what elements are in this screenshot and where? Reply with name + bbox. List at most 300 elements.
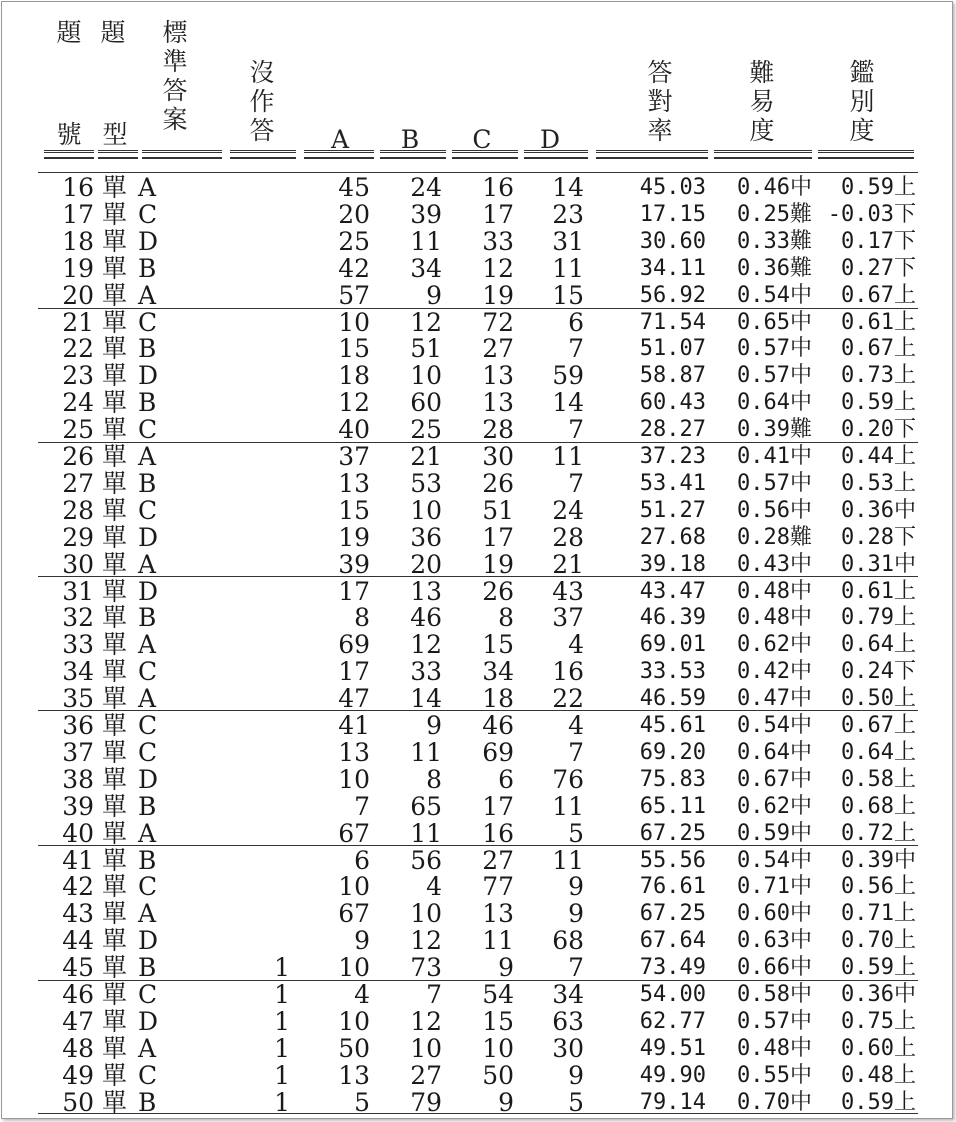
cell-ans: D bbox=[138, 361, 159, 391]
cell-b: 11 bbox=[410, 737, 442, 767]
table-row bbox=[0, 309, 956, 336]
cell-disc: 0.67上 bbox=[841, 336, 916, 362]
cell-b: 53 bbox=[410, 468, 442, 498]
cell-no: 49 bbox=[62, 1060, 94, 1090]
header-no-answer: 沒 作 答 bbox=[249, 58, 275, 145]
cell-diff: 0.54中 bbox=[737, 282, 812, 308]
cell-c: 13 bbox=[482, 899, 514, 929]
cell-blank bbox=[250, 174, 290, 201]
cell-no: 50 bbox=[62, 1087, 94, 1117]
cell-d: 16 bbox=[552, 657, 584, 687]
cell-d: 4 bbox=[568, 711, 584, 740]
cell-disc: 0.72上 bbox=[841, 820, 916, 846]
cell-disc: 0.73上 bbox=[841, 363, 916, 389]
cell-ans: B bbox=[138, 603, 157, 633]
cell-diff: 0.66中 bbox=[737, 955, 812, 981]
cell-c: 6 bbox=[498, 764, 514, 794]
cell-ans: D bbox=[138, 764, 159, 794]
cell-diff: 0.62中 bbox=[737, 793, 812, 819]
cell-diff: 0.41中 bbox=[737, 444, 812, 469]
cell-disc: 0.59上 bbox=[841, 390, 916, 416]
cell-diff: 0.46中 bbox=[737, 175, 812, 200]
cell-no: 32 bbox=[62, 603, 94, 633]
cell-no: 31 bbox=[62, 576, 94, 606]
cell-diff: 0.55中 bbox=[737, 1062, 812, 1088]
cell-no: 45 bbox=[62, 953, 94, 983]
cell-blank: 1 bbox=[274, 1060, 290, 1090]
cell-d: 37 bbox=[552, 603, 584, 633]
cell-ans: B bbox=[138, 845, 157, 875]
cell-rate: 27.68 bbox=[639, 524, 706, 550]
cell-rate: 69.20 bbox=[639, 739, 706, 765]
cell-ans: B bbox=[138, 1087, 157, 1117]
cell-a: 37 bbox=[338, 442, 370, 471]
cell-type: 單 bbox=[102, 1006, 128, 1036]
cell-a: 10 bbox=[338, 872, 370, 902]
cell-ans: D bbox=[138, 576, 159, 606]
cell-a: 7 bbox=[354, 791, 370, 821]
cell-d: 5 bbox=[568, 818, 584, 848]
cell-diff: 0.25難 bbox=[737, 201, 812, 227]
cell-no: 47 bbox=[62, 1006, 94, 1036]
cell-blank bbox=[250, 766, 290, 793]
cell-disc: 0.59上 bbox=[841, 955, 916, 981]
cell-diff: 0.54中 bbox=[737, 847, 812, 873]
cell-a: 10 bbox=[338, 953, 370, 983]
cell-blank: 1 bbox=[274, 953, 290, 983]
cell-ans: A bbox=[138, 173, 157, 202]
cell-diff: 0.67中 bbox=[737, 766, 812, 792]
header-rule-type bbox=[98, 150, 138, 159]
table-row bbox=[0, 282, 956, 309]
cell-ans: A bbox=[138, 818, 157, 848]
cell-a: 13 bbox=[338, 737, 370, 767]
cell-rate: 51.27 bbox=[639, 497, 706, 523]
cell-b: 25 bbox=[410, 415, 442, 445]
cell-ans: B bbox=[138, 253, 157, 283]
cell-blank: 1 bbox=[274, 980, 290, 1009]
cell-diff: 0.57中 bbox=[737, 1008, 812, 1034]
cell-blank bbox=[250, 820, 290, 847]
cell-ans: B bbox=[138, 334, 157, 364]
cell-rate: 67.25 bbox=[639, 901, 706, 927]
cell-rate: 37.23 bbox=[639, 444, 706, 469]
cell-c: 17 bbox=[482, 791, 514, 821]
cell-ans: A bbox=[138, 549, 157, 579]
cell-b: 12 bbox=[410, 630, 442, 660]
cell-diff: 0.70中 bbox=[737, 1089, 812, 1115]
header-question-number-bottom: 號 bbox=[56, 120, 82, 149]
cell-d: 28 bbox=[552, 522, 584, 552]
cell-b: 8 bbox=[426, 764, 442, 794]
cell-type: 單 bbox=[102, 737, 128, 767]
cell-d: 7 bbox=[568, 737, 584, 767]
cell-disc: 0.39中 bbox=[841, 847, 916, 873]
table-row bbox=[0, 847, 956, 874]
cell-type: 單 bbox=[102, 549, 128, 579]
cell-b: 27 bbox=[410, 1060, 442, 1090]
cell-ans: A bbox=[138, 630, 157, 660]
cell-rate: 62.77 bbox=[639, 1008, 706, 1034]
cell-b: 10 bbox=[410, 899, 442, 929]
cell-d: 9 bbox=[568, 1060, 584, 1090]
cell-a: 40 bbox=[338, 415, 370, 445]
cell-ans: B bbox=[138, 953, 157, 983]
cell-ans: A bbox=[138, 1033, 157, 1063]
cell-ans: B bbox=[138, 791, 157, 821]
cell-c: 50 bbox=[482, 1060, 514, 1090]
cell-a: 9 bbox=[354, 926, 370, 956]
table-row bbox=[0, 712, 956, 739]
cell-d: 7 bbox=[568, 953, 584, 983]
cell-no: 48 bbox=[62, 1033, 94, 1063]
header-difficulty: 難 易 度 bbox=[749, 58, 775, 145]
cell-type: 單 bbox=[102, 953, 128, 983]
table-row bbox=[0, 362, 956, 389]
cell-rate: 54.00 bbox=[639, 982, 706, 1007]
cell-ans: B bbox=[138, 388, 157, 418]
cell-a: 17 bbox=[338, 576, 370, 606]
cell-blank bbox=[250, 847, 290, 874]
cell-c: 27 bbox=[482, 334, 514, 364]
cell-rate: 28.27 bbox=[639, 417, 706, 443]
cell-b: 11 bbox=[410, 226, 442, 256]
cell-c: 12 bbox=[482, 253, 514, 283]
cell-diff: 0.48中 bbox=[737, 605, 812, 631]
cell-ans: C bbox=[138, 1060, 158, 1090]
cell-blank bbox=[250, 309, 290, 336]
cell-ans: A bbox=[138, 684, 157, 714]
cell-rate: 76.61 bbox=[639, 874, 706, 900]
cell-a: 10 bbox=[338, 307, 370, 337]
cell-b: 10 bbox=[410, 361, 442, 391]
cell-type: 單 bbox=[102, 791, 128, 821]
cell-diff: 0.48中 bbox=[737, 1035, 812, 1061]
cell-c: 18 bbox=[482, 684, 514, 714]
cell-disc: 0.75上 bbox=[841, 1008, 916, 1034]
cell-disc: 0.68上 bbox=[841, 793, 916, 819]
cell-no: 26 bbox=[62, 442, 94, 471]
cell-d: 43 bbox=[552, 576, 584, 606]
cell-c: 19 bbox=[482, 549, 514, 579]
cell-c: 27 bbox=[482, 845, 514, 875]
cell-rate: 55.56 bbox=[639, 847, 706, 873]
cell-ans: D bbox=[138, 926, 159, 956]
cell-blank bbox=[250, 335, 290, 362]
cell-disc: -0.03下 bbox=[827, 201, 916, 227]
cell-a: 10 bbox=[338, 764, 370, 794]
table-row bbox=[0, 658, 956, 685]
cell-ans: C bbox=[138, 199, 158, 229]
cell-disc: 0.64上 bbox=[841, 632, 916, 658]
cell-diff: 0.58中 bbox=[737, 982, 812, 1007]
cell-d: 24 bbox=[552, 495, 584, 525]
cell-no: 46 bbox=[62, 980, 94, 1009]
cell-rate: 67.25 bbox=[639, 820, 706, 846]
cell-type: 單 bbox=[102, 442, 128, 471]
cell-disc: 0.70上 bbox=[841, 928, 916, 954]
cell-d: 11 bbox=[552, 845, 584, 875]
cell-c: 33 bbox=[482, 226, 514, 256]
header-option-a: A bbox=[330, 125, 350, 154]
cell-blank bbox=[250, 228, 290, 255]
cell-disc: 0.58上 bbox=[841, 766, 916, 792]
cell-d: 11 bbox=[552, 442, 584, 471]
table-row bbox=[0, 201, 956, 228]
cell-ans: A bbox=[138, 442, 157, 471]
table-row bbox=[0, 470, 956, 497]
cell-blank bbox=[250, 578, 290, 605]
cell-blank bbox=[250, 416, 290, 443]
cell-disc: 0.61上 bbox=[841, 578, 916, 604]
header-rule-b bbox=[380, 150, 446, 159]
header-correct-rate: 答 對 率 bbox=[647, 58, 673, 145]
cell-disc: 0.17下 bbox=[841, 228, 916, 254]
cell-a: 20 bbox=[338, 199, 370, 229]
cell-diff: 0.64中 bbox=[737, 390, 812, 416]
cell-disc: 0.27下 bbox=[841, 255, 916, 281]
cell-rate: 39.18 bbox=[639, 551, 706, 577]
cell-ans: A bbox=[138, 899, 157, 929]
cell-d: 31 bbox=[552, 226, 584, 256]
cell-blank bbox=[250, 443, 290, 470]
cell-c: 26 bbox=[482, 468, 514, 498]
cell-diff: 0.63中 bbox=[737, 928, 812, 954]
cell-type: 單 bbox=[102, 764, 128, 794]
cell-disc: 0.59上 bbox=[841, 175, 916, 200]
cell-disc: 0.79上 bbox=[841, 605, 916, 631]
cell-no: 24 bbox=[62, 388, 94, 418]
cell-type: 單 bbox=[102, 415, 128, 445]
cell-c: 28 bbox=[482, 415, 514, 445]
cell-a: 12 bbox=[338, 388, 370, 418]
table-row bbox=[0, 900, 956, 927]
cell-blank bbox=[250, 255, 290, 282]
cell-no: 37 bbox=[62, 737, 94, 767]
cell-blank bbox=[250, 739, 290, 766]
cell-d: 9 bbox=[568, 872, 584, 902]
cell-d: 34 bbox=[552, 980, 584, 1009]
cell-blank bbox=[250, 873, 290, 900]
table-row bbox=[0, 954, 956, 981]
cell-type: 單 bbox=[102, 926, 128, 956]
header-question-type: 題 bbox=[100, 18, 126, 47]
cell-type: 單 bbox=[102, 280, 128, 310]
cell-no: 17 bbox=[62, 199, 94, 229]
cell-a: 5 bbox=[354, 1087, 370, 1117]
cell-a: 18 bbox=[338, 361, 370, 391]
cell-type: 單 bbox=[102, 334, 128, 364]
cell-diff: 0.64中 bbox=[737, 739, 812, 765]
table-row bbox=[0, 497, 956, 524]
cell-a: 42 bbox=[338, 253, 370, 283]
header-rule-blank bbox=[230, 150, 296, 159]
table-row bbox=[0, 389, 956, 416]
cell-d: 59 bbox=[552, 361, 584, 391]
header-rule-diff bbox=[714, 150, 812, 159]
cell-c: 51 bbox=[482, 495, 514, 525]
header-rule-answer bbox=[142, 150, 222, 159]
cell-b: 20 bbox=[410, 549, 442, 579]
cell-disc: 0.36中 bbox=[841, 982, 916, 1007]
cell-blank bbox=[250, 470, 290, 497]
cell-rate: 67.64 bbox=[639, 928, 706, 954]
header-option-d: D bbox=[539, 125, 561, 154]
table-row bbox=[0, 255, 956, 282]
table-row bbox=[0, 1062, 956, 1089]
cell-rate: 69.01 bbox=[639, 632, 706, 658]
cell-disc: 0.59上 bbox=[841, 1089, 916, 1115]
cell-b: 33 bbox=[410, 657, 442, 687]
cell-diff: 0.42中 bbox=[737, 659, 812, 685]
cell-c: 16 bbox=[482, 818, 514, 848]
cell-rate: 45.61 bbox=[639, 713, 706, 738]
cell-c: 10 bbox=[482, 1033, 514, 1063]
cell-c: 77 bbox=[482, 872, 514, 902]
cell-c: 34 bbox=[482, 657, 514, 687]
group-divider bbox=[38, 172, 918, 173]
cell-rate: 56.92 bbox=[639, 282, 706, 308]
cell-d: 68 bbox=[552, 926, 584, 956]
cell-b: 10 bbox=[410, 495, 442, 525]
cell-type: 單 bbox=[102, 522, 128, 552]
cell-blank bbox=[250, 201, 290, 228]
cell-ans: C bbox=[138, 872, 158, 902]
cell-type: 單 bbox=[102, 684, 128, 714]
table-row bbox=[0, 578, 956, 605]
cell-ans: C bbox=[138, 980, 158, 1009]
cell-a: 15 bbox=[338, 495, 370, 525]
cell-no: 22 bbox=[62, 334, 94, 364]
cell-rate: 73.49 bbox=[639, 955, 706, 981]
cell-c: 15 bbox=[482, 630, 514, 660]
cell-no: 41 bbox=[62, 845, 94, 875]
cell-blank bbox=[250, 362, 290, 389]
cell-a: 6 bbox=[354, 845, 370, 875]
cell-type: 單 bbox=[102, 253, 128, 283]
cell-d: 4 bbox=[568, 630, 584, 660]
cell-c: 13 bbox=[482, 388, 514, 418]
cell-a: 41 bbox=[338, 711, 370, 740]
cell-type: 單 bbox=[102, 1060, 128, 1090]
cell-diff: 0.62中 bbox=[737, 632, 812, 658]
cell-ans: C bbox=[138, 711, 158, 740]
cell-rate: 51.07 bbox=[639, 336, 706, 362]
cell-type: 單 bbox=[102, 630, 128, 660]
header-rule-rate bbox=[596, 150, 708, 159]
cell-rate: 79.14 bbox=[639, 1089, 706, 1115]
cell-b: 34 bbox=[410, 253, 442, 283]
cell-c: 72 bbox=[482, 307, 514, 337]
cell-type: 單 bbox=[102, 872, 128, 902]
cell-disc: 0.44上 bbox=[841, 444, 916, 469]
cell-no: 33 bbox=[62, 630, 94, 660]
cell-ans: C bbox=[138, 737, 158, 767]
table-row bbox=[0, 228, 956, 255]
cell-b: 14 bbox=[410, 684, 442, 714]
cell-c: 19 bbox=[482, 280, 514, 310]
cell-rate: 53.41 bbox=[639, 470, 706, 496]
cell-d: 9 bbox=[568, 899, 584, 929]
cell-ans: D bbox=[138, 522, 159, 552]
cell-b: 9 bbox=[426, 280, 442, 310]
cell-blank: 1 bbox=[274, 1033, 290, 1063]
cell-rate: 60.43 bbox=[639, 390, 706, 416]
cell-type: 單 bbox=[102, 818, 128, 848]
cell-type: 單 bbox=[102, 388, 128, 418]
header-option-b: B bbox=[400, 125, 420, 154]
cell-a: 39 bbox=[338, 549, 370, 579]
cell-blank bbox=[250, 631, 290, 658]
cell-rate: 46.39 bbox=[639, 605, 706, 631]
cell-diff: 0.48中 bbox=[737, 578, 812, 604]
cell-type: 單 bbox=[102, 899, 128, 929]
cell-diff: 0.39難 bbox=[737, 417, 812, 443]
cell-blank bbox=[250, 793, 290, 820]
cell-a: 15 bbox=[338, 334, 370, 364]
cell-d: 21 bbox=[552, 549, 584, 579]
cell-type: 單 bbox=[102, 1087, 128, 1117]
cell-a: 47 bbox=[338, 684, 370, 714]
cell-diff: 0.71中 bbox=[737, 874, 812, 900]
cell-b: 11 bbox=[410, 818, 442, 848]
header-rule-a bbox=[304, 150, 374, 159]
cell-blank bbox=[250, 685, 290, 712]
cell-rate: 58.87 bbox=[639, 363, 706, 389]
cell-c: 46 bbox=[482, 711, 514, 740]
cell-b: 12 bbox=[410, 1006, 442, 1036]
header-option-c: C bbox=[472, 125, 492, 154]
cell-diff: 0.54中 bbox=[737, 713, 812, 738]
cell-type: 單 bbox=[102, 361, 128, 391]
cell-type: 單 bbox=[102, 495, 128, 525]
cell-no: 25 bbox=[62, 415, 94, 445]
cell-diff: 0.28難 bbox=[737, 524, 812, 550]
cell-no: 40 bbox=[62, 818, 94, 848]
cell-blank bbox=[250, 282, 290, 309]
cell-ans: B bbox=[138, 468, 157, 498]
table-row bbox=[0, 685, 956, 712]
cell-diff: 0.57中 bbox=[737, 363, 812, 389]
table-row bbox=[0, 873, 956, 900]
cell-d: 14 bbox=[552, 388, 584, 418]
table-row bbox=[0, 793, 956, 820]
cell-a: 25 bbox=[338, 226, 370, 256]
cell-d: 7 bbox=[568, 334, 584, 364]
header-rule-disc bbox=[818, 150, 914, 159]
cell-b: 39 bbox=[410, 199, 442, 229]
cell-a: 13 bbox=[338, 468, 370, 498]
cell-no: 27 bbox=[62, 468, 94, 498]
cell-no: 23 bbox=[62, 361, 94, 391]
cell-rate: 17.15 bbox=[639, 201, 706, 227]
cell-no: 36 bbox=[62, 711, 94, 740]
cell-no: 43 bbox=[62, 899, 94, 929]
cell-b: 24 bbox=[410, 173, 442, 202]
cell-c: 54 bbox=[482, 980, 514, 1009]
cell-no: 18 bbox=[62, 226, 94, 256]
cell-no: 16 bbox=[62, 173, 94, 202]
cell-a: 69 bbox=[338, 630, 370, 660]
cell-diff: 0.57中 bbox=[737, 470, 812, 496]
cell-ans: D bbox=[138, 1006, 159, 1036]
cell-b: 7 bbox=[426, 980, 442, 1009]
cell-a: 4 bbox=[354, 980, 370, 1009]
cell-disc: 0.64上 bbox=[841, 739, 916, 765]
cell-b: 36 bbox=[410, 522, 442, 552]
header-discrimination: 鑑 別 度 bbox=[849, 58, 875, 145]
cell-a: 10 bbox=[338, 1006, 370, 1036]
